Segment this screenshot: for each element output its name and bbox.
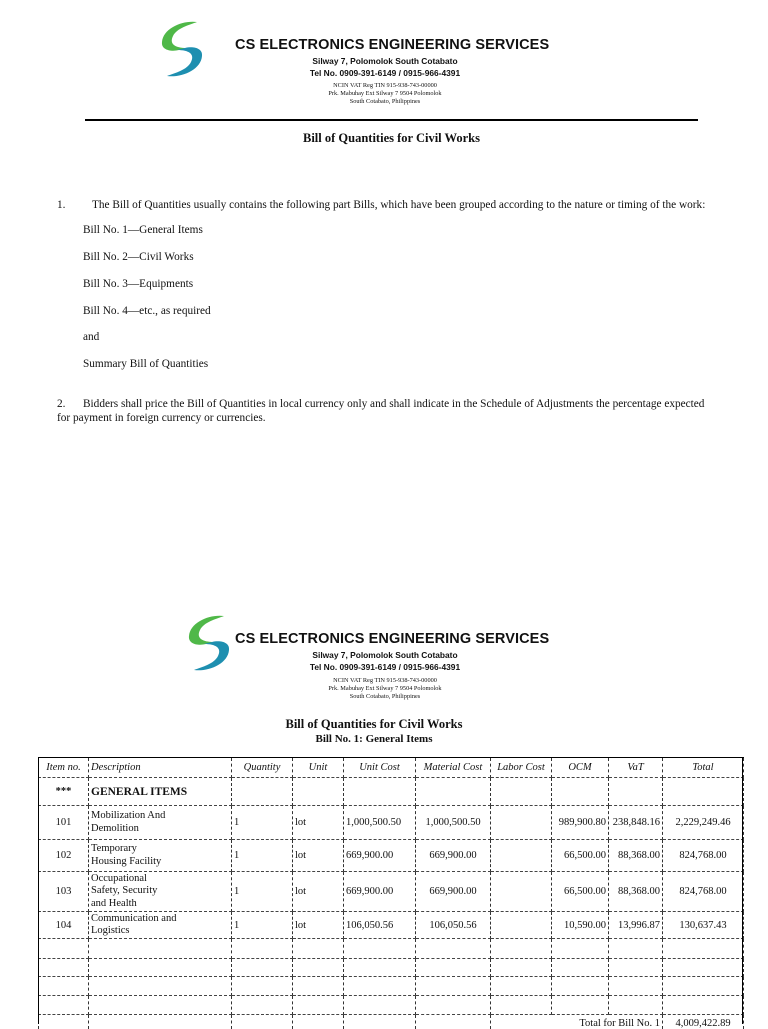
section-marker: *** bbox=[39, 778, 89, 806]
bill-list-item: Bill No. 2—Civil Works bbox=[83, 251, 194, 263]
bill-of-quantities-table bbox=[38, 757, 744, 1029]
item-material-cost: 106,050.56 bbox=[416, 912, 491, 939]
item-description: Communication and Logistics bbox=[89, 912, 232, 939]
item-total: 824,768.00 bbox=[663, 872, 744, 912]
col-header-quantity: Quantity bbox=[232, 758, 293, 778]
para1-text: The Bill of Quantities usually contains the following part Bills, which have been grouped according to the nature or timing of the work: bbox=[92, 199, 706, 211]
item-labor-cost bbox=[491, 912, 552, 939]
item-total: 824,768.00 bbox=[663, 840, 744, 872]
item-unit: lot bbox=[293, 912, 344, 939]
company-city: South Cotabato, Philippines bbox=[349, 693, 421, 700]
item-vat: 88,368.00 bbox=[609, 872, 663, 912]
item-unit-cost: 669,900.00 bbox=[344, 840, 416, 872]
item-description: Mobilization And Demolition bbox=[89, 806, 232, 840]
table-row bbox=[39, 840, 744, 872]
item-ocm: 66,500.00 bbox=[552, 872, 609, 912]
company-phone: Tel No. 0909-391-6149 / 0915-966-4391 bbox=[309, 662, 461, 672]
col-header-ocm: OCM bbox=[552, 758, 609, 778]
section-title: GENERAL ITEMS bbox=[89, 778, 232, 806]
col-header-description: Description bbox=[89, 758, 232, 778]
table-row bbox=[39, 912, 744, 939]
company-city: South Cotabato, Philippines bbox=[349, 98, 421, 105]
item-labor-cost bbox=[491, 806, 552, 840]
company-phone: Tel No. 0909-391-6149 / 0915-966-4391 bbox=[309, 68, 461, 78]
table-row bbox=[39, 872, 744, 912]
col-header-material-cost: Material Cost bbox=[416, 758, 491, 778]
empty-row bbox=[39, 939, 744, 959]
item-quantity: 1 bbox=[232, 872, 293, 912]
company-address: Silway 7, Polomolok South Cotabato bbox=[312, 650, 458, 660]
page-title: Bill of Quantities for Civil Works bbox=[285, 717, 463, 731]
item-total: 2,229,249.46 bbox=[663, 806, 744, 840]
col-header-labor-cost: Labor Cost bbox=[491, 758, 552, 778]
item-unit: lot bbox=[293, 840, 344, 872]
para2-text: Bidders shall price the Bill of Quantities in local currency only and shall indicate in the Schedule of Adjustments the percentage expected bbox=[83, 398, 705, 410]
item-total: 130,637.43 bbox=[663, 912, 744, 939]
col-header-item: Item no. bbox=[39, 758, 89, 778]
item-description: Occupational Safety, Security and Health bbox=[89, 872, 232, 912]
bill-list-item: Summary Bill of Quantities bbox=[83, 358, 209, 370]
company-name: CS ELECTRONICS ENGINEERING SERVICES bbox=[235, 631, 550, 647]
header-rule bbox=[85, 119, 698, 121]
item-ocm: 10,590.00 bbox=[552, 912, 609, 939]
item-unit: lot bbox=[293, 806, 344, 840]
item-vat: 238,848.16 bbox=[609, 806, 663, 840]
company-street: Prk. Mabuhay Ext Silway 7 9504 Polomolok bbox=[328, 685, 442, 692]
bill-list-item: Bill No. 3—Equipments bbox=[83, 278, 194, 290]
table-header-row bbox=[39, 758, 744, 778]
company-address: Silway 7, Polomolok South Cotabato bbox=[312, 56, 458, 66]
page-title: Bill of Quantities for Civil Works bbox=[303, 131, 480, 145]
item-number: 102 bbox=[39, 840, 89, 872]
item-ocm: 66,500.00 bbox=[552, 840, 609, 872]
empty-row bbox=[39, 996, 744, 1015]
item-number: 104 bbox=[39, 912, 89, 939]
item-number: 103 bbox=[39, 872, 89, 912]
bill-subtitle: Bill No. 1: General Items bbox=[315, 733, 433, 745]
item-number: 101 bbox=[39, 806, 89, 840]
item-vat: 88,368.00 bbox=[609, 840, 663, 872]
table-row bbox=[39, 806, 744, 840]
company-tin: NCIN VAT Reg TIN 915-938-743-00000 bbox=[333, 677, 437, 684]
company-name: CS ELECTRONICS ENGINEERING SERVICES bbox=[235, 37, 550, 53]
item-labor-cost bbox=[491, 840, 552, 872]
item-material-cost: 669,900.00 bbox=[416, 872, 491, 912]
bill-list-item: and bbox=[83, 331, 100, 343]
empty-row bbox=[39, 977, 744, 996]
item-vat: 13,996.87 bbox=[609, 912, 663, 939]
bill-list-item: Bill No. 4—etc., as required bbox=[83, 305, 211, 317]
para2-number: 2. bbox=[57, 398, 66, 410]
total-label: Total for Bill No. 1 bbox=[491, 1015, 663, 1029]
item-quantity: 1 bbox=[232, 912, 293, 939]
item-quantity: 1 bbox=[232, 806, 293, 840]
para2-text-cont: for payment in foreign currency or currencies. bbox=[57, 412, 266, 424]
item-ocm: 989,900.80 bbox=[552, 806, 609, 840]
empty-row bbox=[39, 959, 744, 977]
company-tin: NCIN VAT Reg TIN 915-938-743-00000 bbox=[333, 82, 437, 89]
company-street: Prk. Mabuhay Ext Silway 7 9504 Polomolok bbox=[328, 90, 442, 97]
total-value: 4,009,422.89 bbox=[663, 1015, 744, 1029]
company-logo bbox=[157, 18, 207, 80]
col-header-unit: Unit bbox=[293, 758, 344, 778]
col-header-vat: VaT bbox=[609, 758, 663, 778]
bill-list-item: Bill No. 1—General Items bbox=[83, 224, 203, 236]
item-material-cost: 669,900.00 bbox=[416, 840, 491, 872]
item-labor-cost bbox=[491, 872, 552, 912]
section-row bbox=[39, 778, 744, 806]
total-row bbox=[39, 1015, 744, 1029]
item-unit-cost: 669,900.00 bbox=[344, 872, 416, 912]
col-header-unit-cost: Unit Cost bbox=[344, 758, 416, 778]
company-logo bbox=[184, 612, 234, 674]
item-quantity: 1 bbox=[232, 840, 293, 872]
item-unit-cost: 1,000,500.50 bbox=[344, 806, 416, 840]
item-material-cost: 1,000,500.50 bbox=[416, 806, 491, 840]
table-border-right bbox=[742, 757, 743, 1024]
table-border-left bbox=[38, 757, 39, 1024]
item-unit-cost: 106,050.56 bbox=[344, 912, 416, 939]
item-description: Temporary Housing Facility bbox=[89, 840, 232, 872]
para1-number: 1. bbox=[57, 199, 66, 211]
item-unit: lot bbox=[293, 872, 344, 912]
col-header-total: Total bbox=[663, 758, 744, 778]
